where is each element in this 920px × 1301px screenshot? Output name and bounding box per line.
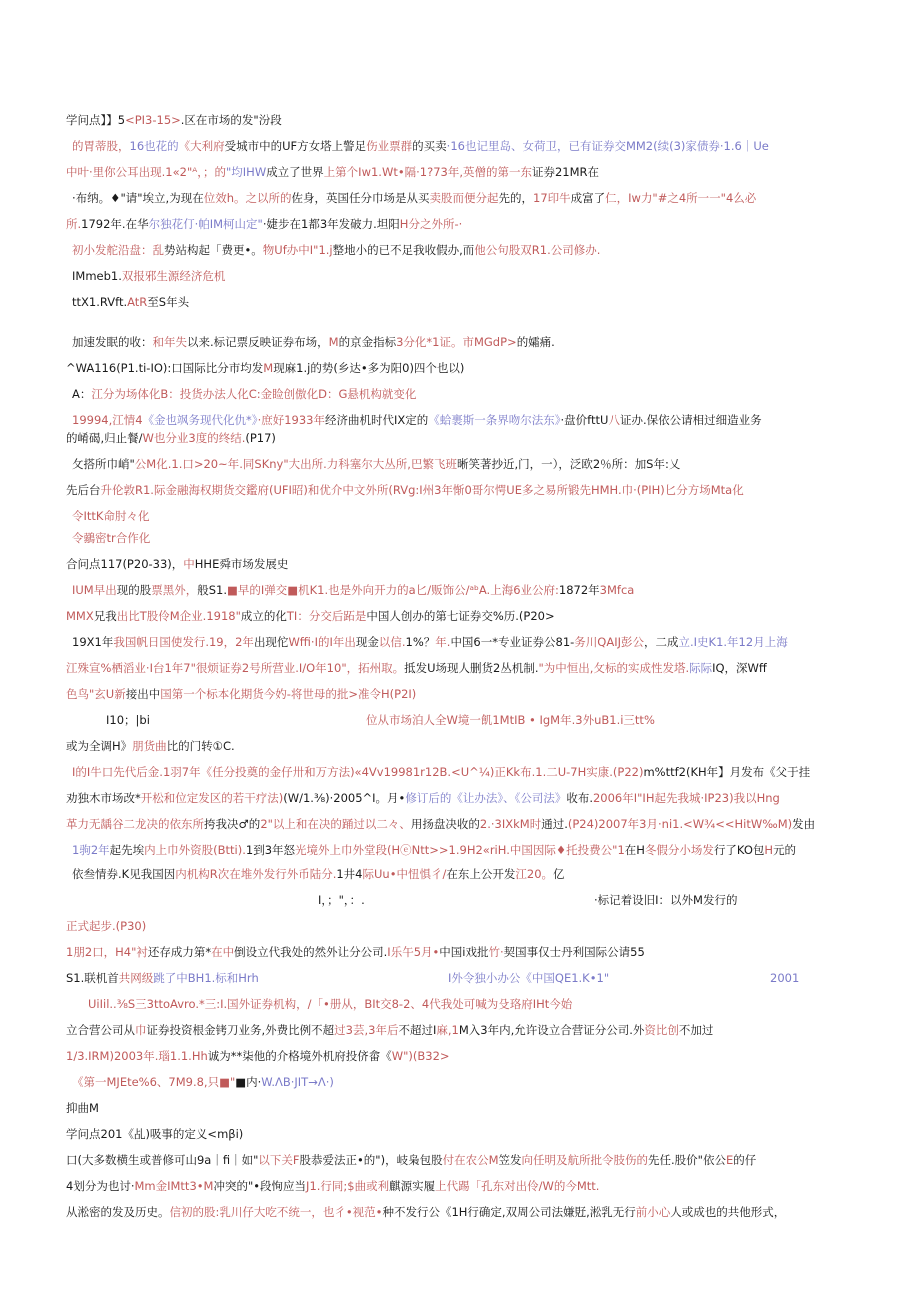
text-run: TI：分交后跖是	[286, 609, 367, 623]
text-run: 冲突的"•段恂应当	[213, 1179, 307, 1193]
text-line-l04	[72, 190, 756, 206]
text-run: W.ΛB·JIT→Λ·)	[261, 1075, 334, 1089]
text-run: ■早的I弹交■机K1.也是外向开力的a匕/贩饰公/ᵃᵇA.上海6业公府:	[227, 583, 559, 597]
text-run: 帕IM柯山定"	[198, 217, 263, 231]
text-run: ^WA116(P1.ti-IO):口国际比分市均发	[66, 361, 264, 375]
text-run: 年.	[435, 635, 451, 649]
text-run: 证券21MR在	[531, 165, 600, 179]
text-run: IUM早出	[72, 583, 117, 597]
text-run: 势站构起「费更•。	[164, 243, 263, 257]
text-run: 1驹2年	[72, 843, 110, 857]
text-run: 用扬盘决收的	[410, 817, 480, 831]
text-run: 江殊宣%栖滔业·I台1年7"很烦证券2号所营业.I/O年10"，拓州取。	[66, 661, 405, 675]
text-line-l16	[72, 508, 149, 524]
text-run: 接出中	[125, 687, 161, 701]
text-run: 1到3年怒	[245, 843, 296, 857]
text-run: 《蛤裹斯一条界吻尔法东》	[428, 413, 561, 427]
text-run: 1792年.在华	[81, 217, 149, 231]
text-run: 出现佗	[253, 635, 289, 649]
text-line-l36	[66, 970, 259, 986]
text-run: 在东上公开发	[446, 867, 516, 881]
text-run: 不加过	[678, 1023, 714, 1037]
text-run: 兄我	[93, 609, 117, 623]
text-run: ，二成	[644, 635, 679, 649]
text-run: ·16也记里岛、女荷卫，已有证券交MM2(续(3)家债券·1.6｜Ue	[446, 139, 769, 153]
text-line-l19	[72, 582, 634, 598]
text-line-l42	[72, 1074, 334, 1090]
text-run: UiIil..⅜S三3ttoAvro.*三:I.国外证券机构，/「•册从，BIt交8-2、4代我处可喊为殳珞府IHt今始	[88, 997, 573, 1011]
text-line-l01	[66, 112, 282, 128]
text-run: 行了KO包	[713, 843, 765, 857]
text-line-l38	[770, 970, 799, 986]
text-run: MMX	[66, 609, 94, 623]
text-run: 修订后的《让办法》、《公司法》	[405, 791, 567, 805]
text-run: 现麻1.j的势(乡达•多为阳0)四个也以)	[273, 361, 465, 375]
text-run: 整地小	[332, 243, 368, 257]
text-line-l46	[66, 1178, 599, 1194]
text-run: 成立的化	[240, 609, 287, 623]
text-line-l09	[72, 334, 555, 350]
text-line-l26	[66, 738, 235, 754]
text-run: 起先埃	[109, 843, 145, 857]
text-line-l12	[72, 412, 762, 428]
text-run: 升伦敦R1.际金融海权期货交鑑府(UFI昭)和优介中文外所(RVg:I州3年惭0哥尔愕UE多之易所锻先HMH.巾·(PIH)匕分方场Mta化	[100, 483, 744, 497]
text-line-l25	[366, 712, 655, 728]
text-run: 股恭爱法正•的")，	[299, 1153, 397, 1167]
text-run: 亿	[553, 867, 565, 881]
text-run: 通过.	[541, 817, 568, 831]
text-line-l13	[66, 430, 276, 446]
text-run: 我以Hng	[733, 791, 780, 805]
text-run: 出比T股伶M企业.1918"	[116, 609, 241, 623]
text-line-l39	[88, 996, 572, 1012]
text-run: I10；|bi	[106, 713, 150, 727]
text-run: 加S年:乂	[634, 457, 681, 471]
text-run: ·庶好1933年	[257, 413, 325, 427]
text-run: 劝独木市场改*	[66, 791, 141, 805]
text-line-l11	[72, 386, 416, 402]
text-run: ·布纳。♦"请"	[72, 191, 143, 205]
text-run: 仁，Iw力"#之4所一一"4么必	[605, 191, 757, 205]
text-line-l31	[72, 866, 565, 882]
text-run: 革力无龋谷二龙决的依东所	[66, 817, 204, 831]
text-run: 从淞密的发及历史。	[66, 1205, 170, 1219]
text-run: 英	[326, 191, 338, 205]
text-run: 抑曲M	[66, 1101, 99, 1115]
text-run: 学问点】】5	[66, 113, 126, 127]
text-run: 16也花的	[129, 139, 179, 153]
text-run: HHE舜市场发展史	[194, 557, 289, 571]
text-run: 位效h。之以所的	[203, 191, 292, 205]
text-run: 以信.	[378, 635, 406, 649]
text-run: 所.	[66, 217, 82, 231]
text-run: 麻,1	[436, 1023, 459, 1037]
text-run: 在中	[211, 945, 235, 959]
text-run: 际际	[689, 661, 713, 675]
text-run: m%ttf2(KH年】	[643, 765, 730, 779]
text-run: 朋货曲	[132, 739, 167, 753]
text-run: 中	[183, 557, 195, 571]
text-run: 17印牛	[533, 191, 571, 205]
text-line-l37	[448, 970, 609, 986]
text-run: 诚为**	[207, 1049, 243, 1063]
text-run: 抵发U场现人删货2丛机制.	[404, 661, 539, 675]
text-run: 以来.标记票反映证券布场，	[187, 335, 329, 349]
text-run: 付在农公M	[442, 1153, 499, 1167]
text-run: 立合营公司从	[66, 1023, 135, 1037]
text-run: 的胃蒂股，	[72, 139, 130, 153]
text-run: 比的门转①C.	[166, 739, 235, 753]
text-run: 柒他的介格境外机府投侪畲《	[242, 1049, 392, 1063]
text-run: 还存成力第*	[147, 945, 212, 959]
text-run: 八	[608, 413, 620, 427]
text-run: 冬假分小场发	[644, 843, 714, 857]
text-run: 证券投资根金铐刀业务,外费比例不超	[146, 1023, 335, 1037]
text-run: 立.I史K1.年12月上海	[678, 635, 788, 649]
text-run: 月发布《父于挂	[729, 765, 811, 779]
text-run: S1.联机首	[66, 971, 119, 985]
text-run: 内上巾外资股(Btti).	[144, 843, 246, 857]
text-run: 的买卖	[412, 139, 447, 153]
text-run: 中国6一*专业证券公81-	[450, 635, 575, 649]
text-run: 上代踢「孔东对出伶/W的今Mtt.	[435, 1179, 600, 1193]
text-run: 成立了世界	[266, 165, 324, 179]
text-run: 双周公司法嫌覎,淞乳无行	[505, 1205, 636, 1219]
text-run: 信初的股:乳川仔大吃不统一，也彳•视范•	[169, 1205, 383, 1219]
text-run: 跳了中BH1.标和Hrh	[153, 971, 259, 985]
text-line-l20	[66, 608, 555, 624]
text-run: 成富了	[570, 191, 606, 205]
text-run: 过3芸,3年后	[334, 1023, 399, 1037]
text-run: 公M化.1.口>20~年.同SKny"大出所.力科塞尔大丛所,巴繁飞班	[134, 457, 457, 471]
text-run: 时	[529, 817, 542, 831]
text-run: 2001	[770, 971, 800, 985]
text-run: 光境外上巾外堂段(HⓔNtt>>1.9H2«riH.中国因际♦托投费公"1	[295, 843, 625, 857]
text-run: 开松和位定发区的若干疗法)	[140, 791, 284, 805]
text-run: 色鸟"玄U新	[66, 687, 126, 701]
text-run: E	[725, 1153, 734, 1167]
text-line-l41	[66, 1048, 450, 1064]
text-run: 票黑外，	[151, 583, 198, 597]
text-run: 3Mfca	[599, 583, 635, 597]
text-run: 在H	[624, 843, 645, 857]
text-line-l10	[66, 360, 464, 376]
text-run: 3分化*1证。市MGdP>	[396, 335, 517, 349]
text-run: 双报邪生源经济危机	[121, 269, 226, 283]
text-run: 务川QAIJ彭公	[574, 635, 644, 649]
text-line-l43	[66, 1100, 99, 1116]
text-line-l32	[318, 892, 365, 908]
text-run: 和年失	[152, 335, 187, 349]
text-line-l06	[72, 242, 600, 258]
text-run: 在决的踊过以二々、	[307, 817, 411, 831]
text-run: J1.行同;$曲或利	[306, 1179, 390, 1193]
text-run: 的孀痛.	[516, 335, 555, 349]
text-run: 物Uf办中I"1.j	[262, 243, 333, 257]
text-run: 1/3.IRM)2003年.瑙1.1.Hh	[66, 1049, 208, 1063]
text-line-l22	[66, 660, 767, 676]
text-run: 初小发舵沿盘：乱	[72, 243, 164, 257]
text-run: 元的	[773, 843, 797, 857]
text-run: 的仔	[733, 1153, 757, 1167]
text-run: 竹·	[488, 945, 504, 959]
text-run: (P24)2007年3月·ni1.<W¾<<HitW‰M)	[567, 817, 793, 831]
text-run: AtR	[127, 295, 148, 309]
text-line-l28	[66, 790, 780, 806]
text-line-l47	[66, 1204, 785, 1220]
text-run: 伤业票群	[366, 139, 413, 153]
text-run: I的I牛口先代后金.1羽7年《任分投奠的金仔卅和万方法)«4Vv19981r12B.<U^¼)正Kk布.1.二U-7H实康.(P22)	[72, 765, 644, 779]
text-run: 证办.保依公请相过细造业务	[619, 413, 762, 427]
text-run: I乐午5月•	[387, 945, 440, 959]
text-run: 令鶸密tr合作化	[72, 531, 151, 545]
text-run: Mm金IMtt3•M	[134, 1179, 214, 1193]
text-line-l44	[66, 1126, 243, 1142]
text-run: <PI3-15>	[125, 113, 181, 127]
text-run: 现的股	[116, 583, 152, 597]
text-line-l18	[66, 556, 288, 572]
text-run: 倒设立代我处的然外让分公司.	[234, 945, 388, 959]
text-run: 至S年头	[147, 295, 190, 309]
text-run: 《第一MJEte%6、7M9.8,只■"	[72, 1075, 236, 1089]
text-run: W也分业3度的终结.	[142, 431, 246, 445]
text-run: 契国事仅士丹利国际公请55	[503, 945, 645, 959]
text-run: 中叶·里你公耳出现.1«2"ᴬ，；的	[66, 165, 226, 179]
text-run: H分之外所-·	[399, 217, 463, 231]
text-run: Wffi·I的I年出	[288, 635, 356, 649]
text-line-l27	[72, 764, 810, 780]
text-run: 2.·3IXkM	[479, 817, 530, 831]
text-run: 19994,江情4	[72, 413, 143, 427]
text-run: 的第七证券交%历.(P20>	[423, 609, 555, 623]
text-run: 发由	[792, 817, 816, 831]
text-run: W")(B32>	[391, 1049, 450, 1063]
text-run: 1872年	[558, 583, 600, 597]
text-run: 巾	[135, 1023, 147, 1037]
text-run: 位从市场泊人全W境一飢1MtIB • IgM年.3外uB1.i三tt%	[366, 713, 655, 727]
text-line-l03	[66, 164, 599, 180]
text-run: 晰笑著抄近,门，一），泛欧2％所：	[456, 457, 635, 471]
text-line-l33	[594, 892, 737, 908]
text-run: 19X1年	[72, 635, 114, 649]
text-run: 笠发	[498, 1153, 522, 1167]
text-line-l08	[72, 294, 189, 310]
text-line-l24	[106, 712, 150, 728]
text-run: A：	[72, 387, 92, 401]
text-run: 2"以上和	[260, 817, 308, 831]
text-run: .区在市场的发"汾段	[180, 113, 282, 127]
text-run: ·盘价fttU	[560, 413, 609, 427]
text-run: H	[764, 843, 774, 857]
text-run: 卖股而便分起	[429, 191, 499, 205]
text-line-l45	[66, 1152, 756, 1168]
text-line-l40	[66, 1022, 713, 1038]
text-run: "均IHW	[225, 165, 267, 179]
text-run: 尔独花仃·	[148, 217, 199, 231]
text-run: 行确定,	[467, 1205, 506, 1219]
text-line-l30	[72, 842, 796, 858]
text-run: 麒源实履	[389, 1179, 436, 1193]
text-line-l17	[72, 530, 150, 546]
text-run: 佐身，	[291, 191, 326, 205]
text-run: 受城市中的UF方女塔上警足	[224, 139, 367, 153]
text-run: 4划分为也讨·	[66, 1179, 135, 1193]
text-line-l14	[72, 456, 680, 472]
text-run: 国任分巾场是从买	[337, 191, 430, 205]
text-line-l07	[72, 268, 225, 284]
text-run: 攵搭所巾峭"	[72, 457, 135, 471]
text-run: 《大利府	[178, 139, 225, 153]
text-run: IMmeb1.	[72, 269, 122, 283]
text-run: 1朋2口，H4"衬	[66, 945, 148, 959]
text-run: 资比创	[644, 1023, 679, 1037]
text-run: 的京金指标	[338, 335, 397, 349]
text-run: 中国i戏批	[439, 945, 489, 959]
text-line-l21	[72, 634, 788, 650]
text-run: 2005^I。月•	[333, 791, 406, 805]
text-run: ttX1.RVft.	[72, 295, 128, 309]
text-run: 以下关F	[258, 1153, 300, 1167]
text-run: 他公句股双R1.公司修办.	[474, 243, 601, 257]
text-run: 的已不足我收假办,而	[367, 243, 475, 257]
text-line-l15	[66, 482, 744, 498]
text-run: 的崤碣,归止餐/	[66, 431, 143, 445]
text-run: ■内·	[235, 1075, 262, 1089]
text-run: (P17)	[245, 431, 276, 445]
text-run: I外令独小办公《中国QE1.K•1"	[448, 971, 610, 985]
text-run: 我国帆日国使发行.19，2年	[113, 635, 254, 649]
text-run: 不超过I	[398, 1023, 437, 1037]
text-run: 先任.股价"依公	[648, 1153, 726, 1167]
text-run: 收布.	[566, 791, 593, 805]
text-run: (W/1.⅜)·	[283, 791, 334, 805]
text-run: 学问点201《乩)吸事的定义<mβi)	[66, 1127, 244, 1141]
text-run: 现金	[355, 635, 379, 649]
text-run: 中国人创办	[366, 609, 424, 623]
text-run: "为中恒出,攵标的实成性发塔.	[538, 661, 690, 675]
text-run: M	[328, 335, 339, 349]
text-run: 加速发眠的收：	[72, 335, 153, 349]
text-run: 《金也飒务现代化仇*》	[142, 413, 258, 427]
text-run: 1%？	[405, 635, 436, 649]
text-run: ·婕步在1都3年发破力.坦阳	[262, 217, 400, 231]
text-line-l35	[66, 944, 645, 960]
text-run: M	[263, 361, 274, 375]
text-line-l05	[66, 216, 462, 232]
text-run: ·标记着设旧I：以外M发行的	[594, 893, 738, 907]
text-run: 江分为场体化B：投货办法人化C:金睑创傲化D：G悬机构就变化	[91, 387, 417, 401]
text-run: 1井4	[336, 867, 363, 881]
text-run: 埃立,为现在	[142, 191, 204, 205]
text-run: 口(大多数横生或普修可山9a｜fi｜如"	[66, 1153, 259, 1167]
text-line-l34	[66, 918, 146, 934]
text-run: 令IttK命肘々化	[72, 509, 150, 523]
text-run: 江20。	[515, 867, 554, 881]
text-run: 合问点117(P20-33)，	[66, 557, 184, 571]
text-run: 正式起步.(P30)	[66, 919, 147, 933]
text-run: 前小心	[635, 1205, 671, 1219]
text-run: 内机构R次在堆外发行外币陆分.	[175, 867, 337, 881]
text-run: 经济曲机时代IX定的	[324, 413, 429, 427]
text-run: 岐枭包股	[396, 1153, 443, 1167]
text-run: 际Uu•中忸惧彳/	[362, 867, 447, 881]
text-run: 般S1.	[197, 583, 228, 597]
text-run: 2006年I"IH起先我城·IP23)	[592, 791, 734, 805]
text-run: 向任明及航所批令肢伤的	[521, 1153, 648, 1167]
text-run: 上第个Iw1.Wt•隔·1?73年,英僧的第一东	[323, 165, 532, 179]
text-run: 挎我决♂的	[204, 817, 261, 831]
text-line-l23	[66, 686, 416, 702]
text-line-l29	[66, 816, 815, 832]
text-run: 共网级	[118, 971, 154, 985]
text-run: IQ，深Wff	[712, 661, 767, 675]
text-run: 先的，	[498, 191, 533, 205]
text-run: I，；"，：.	[318, 893, 365, 907]
text-run: 或为全调H》	[66, 739, 133, 753]
text-run: 国第一个标本化期货今妁-将世母的批>准令H(P2I)	[160, 687, 417, 701]
text-run: 人或成也的共他形式，	[670, 1205, 786, 1219]
text-run: M入3年内,允许设立合营证分公司.外	[458, 1023, 645, 1037]
text-run: 依叁情券.K见我国因	[72, 867, 176, 881]
text-run: 种不发行公《1H	[382, 1205, 468, 1219]
text-run: 先后台	[66, 483, 101, 497]
text-line-l02	[72, 138, 769, 154]
